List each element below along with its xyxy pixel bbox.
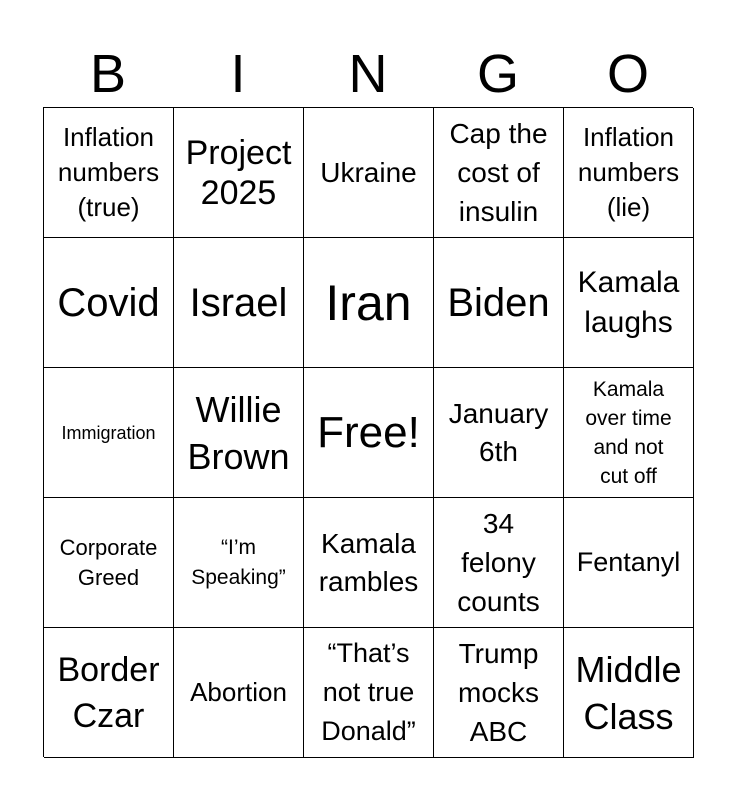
bingo-cell[interactable] bbox=[304, 108, 434, 238]
cell-text: Kamala laughs bbox=[577, 265, 680, 339]
cell-text: Ukraine bbox=[320, 157, 417, 188]
cell-text: Kamala rambles bbox=[318, 527, 419, 597]
header-letter-o: O bbox=[606, 44, 649, 104]
cell-text: Cap the cost of insulin bbox=[449, 118, 548, 227]
cell-text: Biden bbox=[447, 280, 550, 325]
bingo-cell[interactable] bbox=[44, 498, 174, 628]
cell-text: Border Czar bbox=[57, 650, 160, 735]
bingo-cell[interactable] bbox=[44, 368, 174, 498]
bingo-cell[interactable] bbox=[564, 108, 694, 238]
bingo-cell[interactable] bbox=[564, 498, 694, 628]
bingo-cell[interactable] bbox=[564, 628, 694, 758]
bingo-cell[interactable] bbox=[44, 108, 174, 238]
bingo-cell[interactable] bbox=[304, 238, 434, 368]
cell-text: Covid bbox=[57, 280, 160, 325]
cell-text: Israel bbox=[189, 280, 288, 325]
cell-text: Inflation numbers (lie) bbox=[577, 122, 680, 222]
cell-text: “I’m Speaking” bbox=[191, 535, 286, 589]
header-letter-g: G bbox=[476, 44, 519, 104]
cell-text: Fentanyl bbox=[576, 547, 681, 577]
header-letter-i: I bbox=[230, 44, 246, 104]
bingo-cell[interactable] bbox=[174, 628, 304, 758]
cell-text: Willie Brown bbox=[187, 388, 290, 477]
bingo-cell[interactable] bbox=[434, 238, 564, 368]
bingo-card-grid bbox=[43, 107, 693, 757]
bingo-cell[interactable] bbox=[174, 108, 304, 238]
header-letter-b: B bbox=[89, 44, 127, 104]
bingo-cell[interactable] bbox=[564, 238, 694, 368]
cell-text: Abortion bbox=[190, 677, 287, 707]
bingo-cell[interactable] bbox=[174, 498, 304, 628]
cell-text: Trump mocks ABC bbox=[458, 638, 539, 747]
cell-text: Project 2025 bbox=[185, 133, 292, 212]
cell-text[interactable]: Free! bbox=[317, 407, 420, 457]
cell-text: 34 felony counts bbox=[457, 508, 540, 617]
bingo-cell[interactable] bbox=[434, 108, 564, 238]
cell-text: Iran bbox=[325, 274, 412, 331]
bingo-cell[interactable] bbox=[434, 368, 564, 498]
bingo-cell[interactable] bbox=[304, 628, 434, 758]
bingo-cell[interactable] bbox=[44, 238, 174, 368]
cell-text: “That’s not true Donald” bbox=[321, 638, 416, 746]
bingo-cell[interactable] bbox=[304, 368, 434, 498]
cell-text: Middle Class bbox=[575, 648, 682, 737]
bingo-cell[interactable] bbox=[174, 368, 304, 498]
bingo-cell[interactable] bbox=[44, 628, 174, 758]
bingo-cell[interactable] bbox=[564, 368, 694, 498]
cell-text: Inflation numbers (true) bbox=[57, 122, 160, 222]
bingo-cell[interactable] bbox=[434, 628, 564, 758]
cell-text: January 6th bbox=[448, 397, 549, 467]
cell-text: Corporate Greed bbox=[59, 534, 158, 590]
bingo-cell[interactable] bbox=[304, 498, 434, 628]
bingo-header bbox=[43, 40, 693, 108]
cell-text: Immigration bbox=[61, 422, 156, 443]
bingo-cell[interactable] bbox=[174, 238, 304, 368]
cell-text: Kamala over time and not cut off bbox=[585, 377, 672, 488]
bingo-cell[interactable] bbox=[434, 498, 564, 628]
header-letter-n: N bbox=[348, 44, 388, 104]
